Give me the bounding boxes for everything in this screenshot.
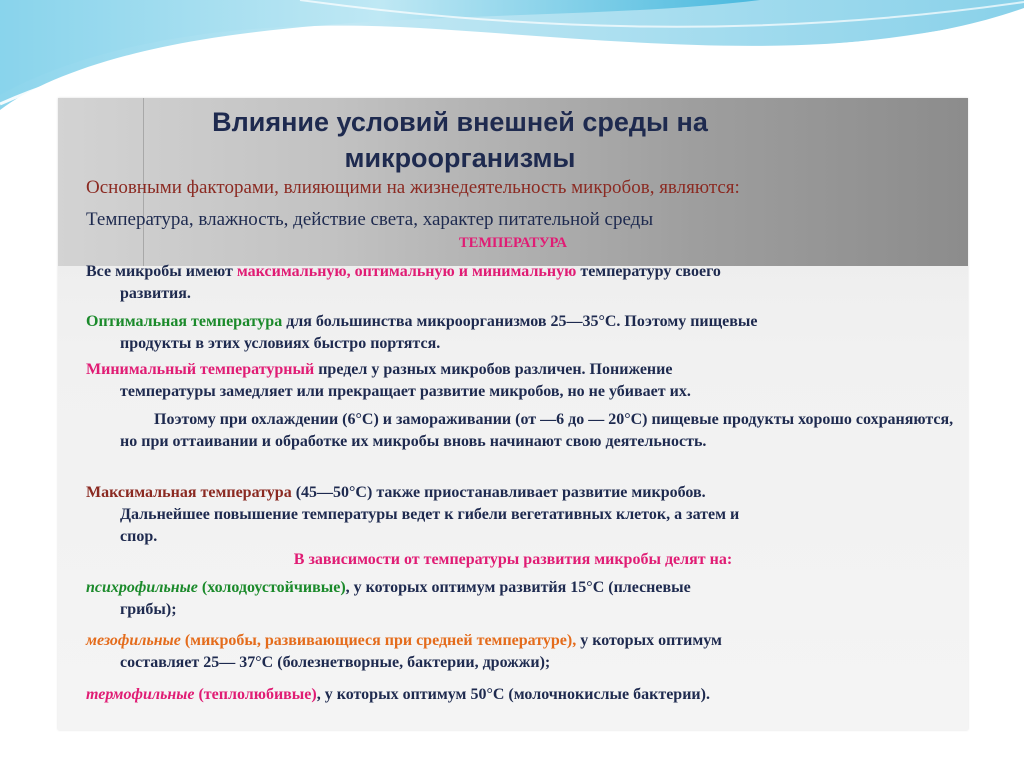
- intro-factors-text: Основными факторами, влияющими на жизнедеятельность микробов, являются:: [86, 177, 740, 198]
- class-psychrophiles: [86, 577, 956, 621]
- c3-term: термофильные: [86, 686, 195, 703]
- class-mesophiles: [86, 630, 956, 674]
- slide-title-line1: Влияние условий внешней среды на: [212, 107, 708, 137]
- p1-text-c: температуру своего: [576, 263, 721, 280]
- paragraph-optimal-temperature: [86, 311, 956, 355]
- p3-text-b: предел у разных микробов различен. Понижение: [314, 361, 673, 378]
- c1-term: психрофильные: [86, 579, 198, 596]
- paragraph-cooling: [120, 409, 956, 453]
- c1-paren: (холодоустойчивые): [197, 579, 346, 596]
- p5-text-d: спор.: [120, 528, 158, 545]
- p5-term: Максимальная температура: [86, 484, 292, 501]
- p1-text-a: Все микробы имеют: [86, 263, 237, 280]
- slide-title-line2: микроорганизмы: [344, 143, 576, 173]
- p2-text-c: продукты в этих условиях быстро портятся.: [120, 335, 441, 352]
- c1-rest: , у которых оптимум развитйя 15°С (плесневые: [345, 579, 691, 596]
- classification-heading: В зависимости от температуры развития микробы делят на:: [293, 551, 733, 568]
- p4-text: Поэтому при охлаждении (6°С) и замораживании (от —6 до — 20°С) пищевые продукты хорошо сохраняются, но при оттаивании и обработке их микробы вновь начинают свою деятельность.: [120, 411, 954, 450]
- p5-text-c: Дальнейшее повышение температуры ведет к гибели вегетативных клеток, а затем и: [120, 506, 740, 523]
- c3-paren: (теплолюбивые): [194, 686, 317, 703]
- class-thermophiles: [86, 684, 956, 706]
- intro-factors-list: Температура, влажность, действие света, характер питательной среды: [86, 209, 654, 230]
- p2-term: Оптимальная температура: [86, 313, 283, 330]
- p2-text-b: для большинства микроорганизмов 25—35°С. Поэтому пищевые: [282, 313, 758, 330]
- c2-paren: (микробы, развивающиеся при средней температуре),: [180, 632, 577, 649]
- p1-highlight: максимальную, оптимальную и минимальную: [236, 263, 577, 280]
- c2-rest2: составляет 25— 37°С (болезнетворные, бактерии, дрожжи);: [120, 654, 551, 671]
- p1-text-d: развития.: [120, 285, 191, 302]
- p3-term: Минимальный температурный: [86, 361, 315, 378]
- section-title-temperature: ТЕМПЕРАТУРА: [459, 235, 567, 251]
- paragraph-minimal-temperature: [86, 359, 956, 403]
- slide-title: [150, 104, 770, 176]
- c2-term: мезофильные: [86, 632, 181, 649]
- c3-rest: , у которых оптимум 50°С (молочнокислые бактерии).: [316, 686, 710, 703]
- p5-text-b: (45—50°С) также приостанавливает развитие микробов.: [291, 484, 706, 501]
- c1-rest2: грибы);: [120, 601, 177, 618]
- c2-rest: у которых оптимум: [576, 632, 722, 649]
- p3-text-c: температуры замедляет или прекращает развитие микробов, но не убивает их.: [120, 383, 691, 400]
- paragraph-all-microbes: [86, 261, 956, 305]
- paragraph-maximal-temperature: [86, 482, 956, 548]
